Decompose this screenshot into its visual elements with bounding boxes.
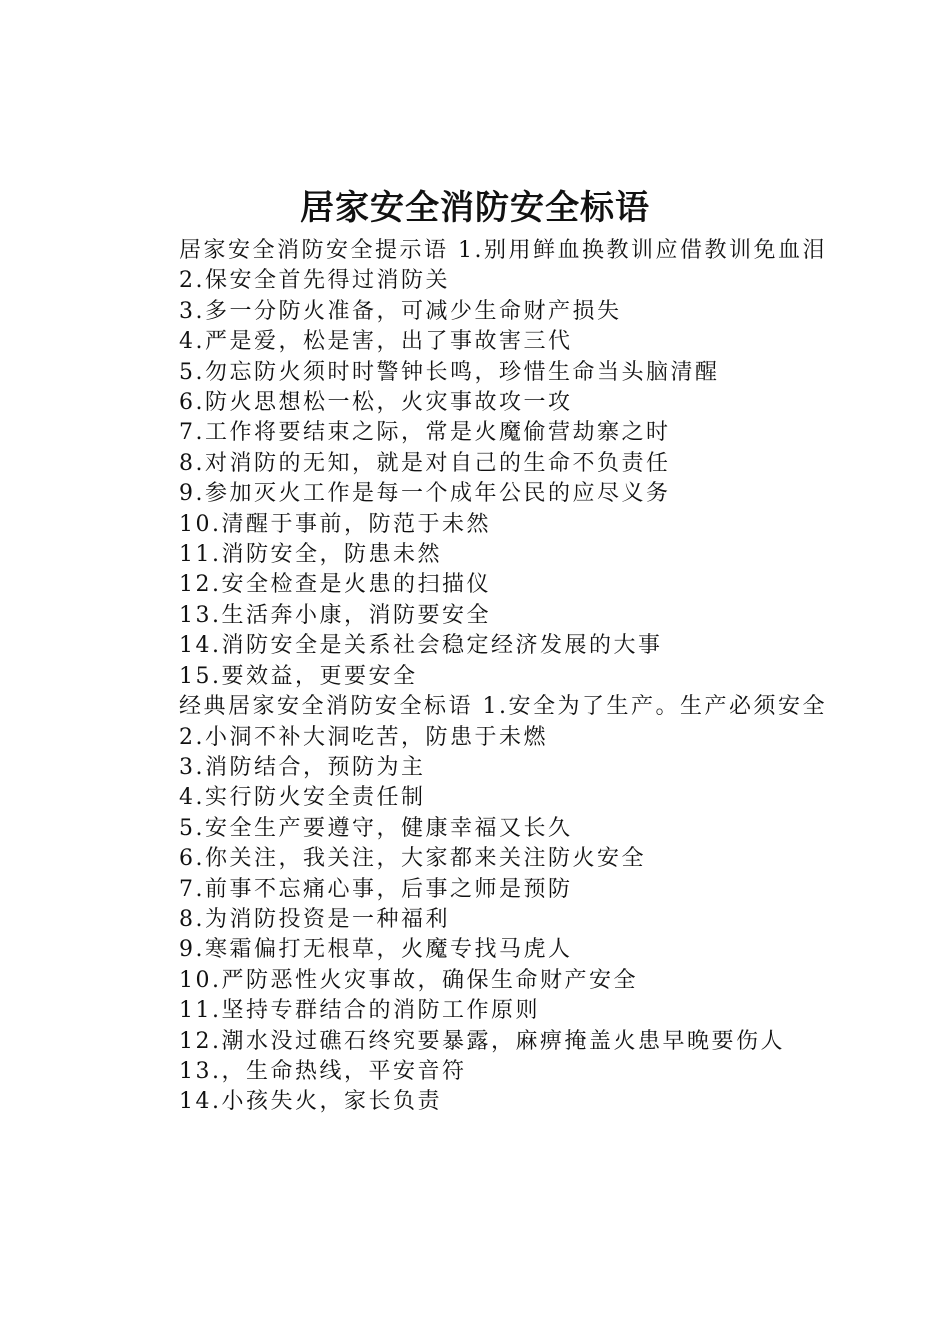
list-item: 2.保安全首先得过消防关: [179, 268, 450, 294]
list-item: 7.前事不忘痛心事，后事之师是预防: [179, 876, 573, 902]
list-item: 3.多一分防火准备，可减少生命财产损失: [179, 298, 622, 324]
document-body: [128, 236, 834, 1118]
list-item: 11.消防安全，防患未然: [179, 542, 442, 568]
list-item: 12.安全检查是火患的扫描仪: [179, 572, 491, 598]
list-item: 9.参加灭火工作是每一个成年公民的应尽义务: [179, 481, 671, 507]
section2-intro: 经典居家安全消防安全标语 1.安全为了生产。生产必须安全: [179, 694, 827, 720]
list-item: 9.寒霜偏打无根草，火魔专找马虎人: [179, 937, 573, 963]
list-item: 4.严是爱，松是害，出了事故害三代: [179, 329, 573, 355]
list-item: 8.对消防的无知，就是对自己的生命不负责任: [179, 450, 671, 476]
list-item: 14.小孩失火，家长负责: [179, 1089, 442, 1115]
list-item: 6.防火思想松一松，火灾事故攻一攻: [179, 390, 573, 416]
list-item: 8.为消防投资是一种福利: [179, 906, 450, 932]
section1-intro: 居家安全消防安全提示语 1.别用鲜血换教训应借教训免血泪: [179, 238, 827, 263]
list-item: 4.实行防火安全责任制: [179, 785, 426, 811]
list-item: 10.清醒于事前，防范于未然: [179, 511, 491, 537]
list-item: 7.工作将要结束之际，常是火魔偷营劫寨之时: [179, 420, 671, 446]
list-item: 13.，生命热线，平安音符: [179, 1058, 467, 1084]
list-item: 13.生活奔小康，消防要安全: [179, 602, 491, 628]
document-title: 居家安全消防安全标语: [300, 188, 650, 228]
list-item: 2.小洞不补大洞吃苦，防患于未燃: [179, 724, 548, 750]
list-item: 3.消防结合，预防为主: [179, 754, 426, 780]
list-item: 12.潮水没过礁石终究要暴露，麻痹掩盖火患早晚要伤人: [179, 1028, 785, 1054]
list-item: 14.消防安全是关系社会稳定经济发展的大事: [179, 633, 663, 659]
list-item: 5.勿忘防火须时时警钟长鸣，珍惜生命当头脑清醒: [179, 359, 720, 385]
list-item: 11.坚持专群结合的消防工作原则: [179, 998, 540, 1024]
list-item: 10.严防恶性火灾事故，确保生命财产安全: [179, 967, 638, 993]
list-item: 15.要效益，更要安全: [179, 663, 418, 689]
list-item: 6.你关注，我关注，大家都来关注防火安全: [179, 846, 646, 872]
list-item: 5.安全生产要遵守，健康幸福又长久: [179, 815, 573, 841]
